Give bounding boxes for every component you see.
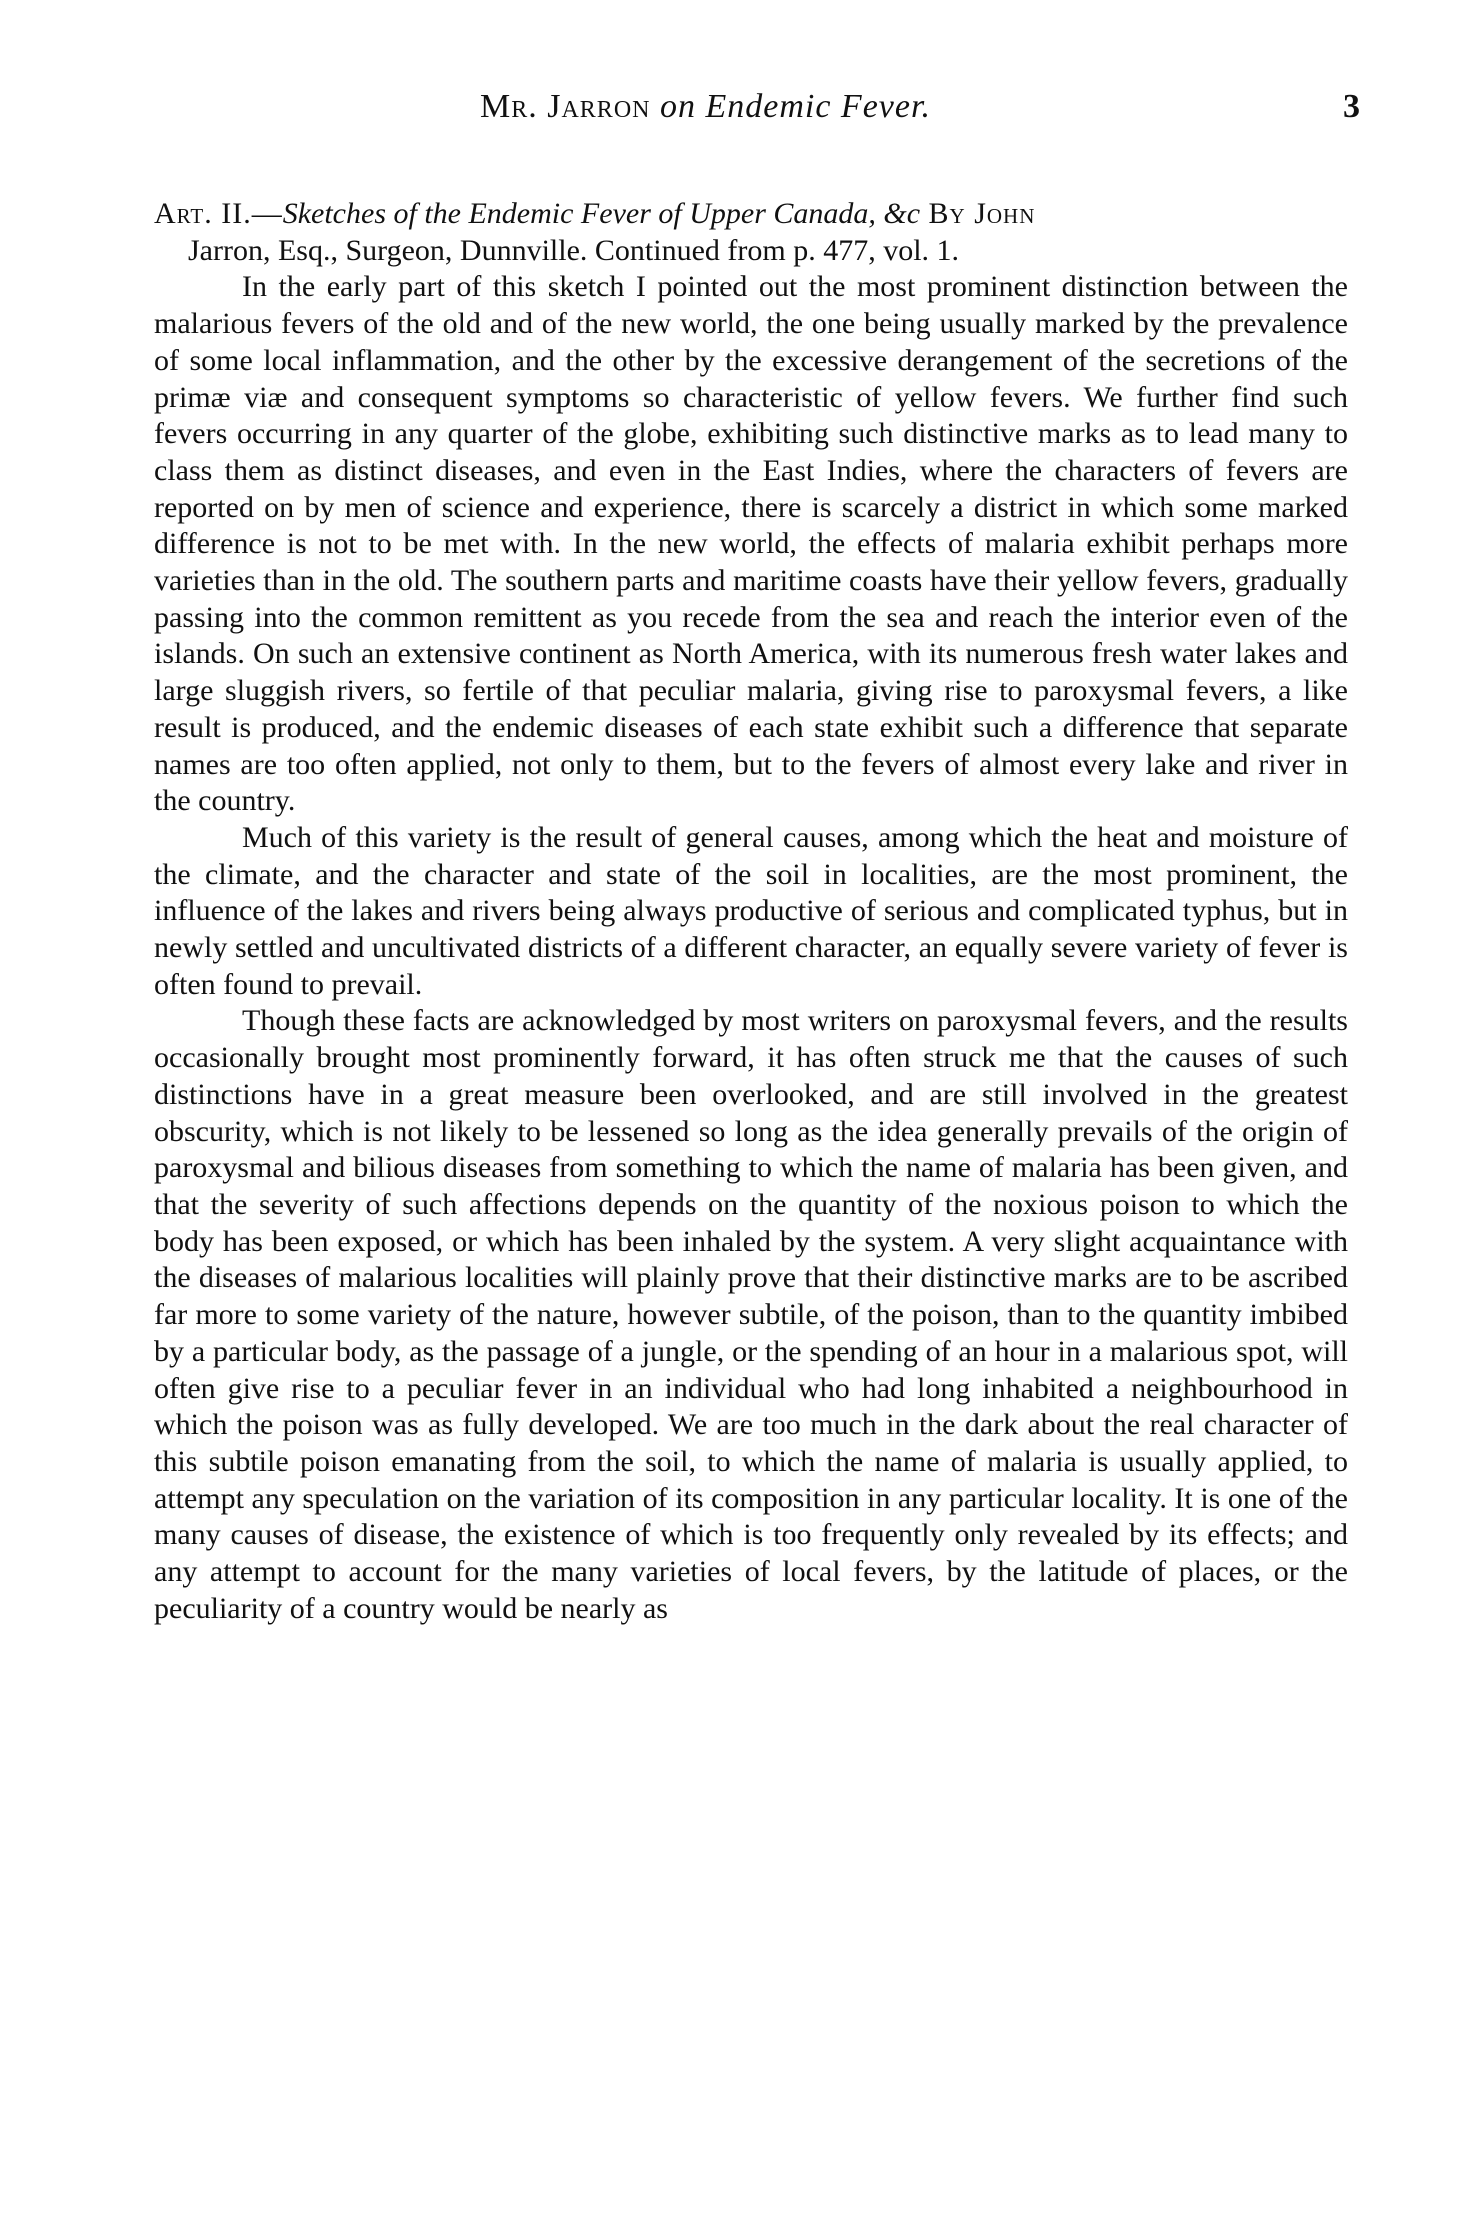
paragraph: Though these facts are acknowledged by most writers on paroxysmal fevers, and the results occasionally brought most prominently forward, it has often struck me that the causes of such distinctions have in a great measure been overlooked, and are still involved in the greatest obscurity, which is not likely to be lessened so long as the idea generally prevails of the origin of paroxysmal and bilious diseases from something to which the name of malaria has been given, and that the severity of such affections depends on the quantity of the noxious poison to which the body has been exposed, or which has been inhaled by the system. A very slight acquaintance with the diseases of malarious localities will plainly prove that their distinctive marks are to be ascribed far more to some variety of the nature, however subtile, of the poison, than to the quantity imbibed by a particular body, as the passage of a jungle, or the spending of an hour in a malarious spot, will often give rise to a peculiar fever in an individual who had long inhabited a neighbourhood in which the poison was as fully developed. We are too much in the dark about the real character of this subtile poison emanating from the soil, to which the name of malaria is usually applied, to attempt any speculation on the variation of its composition in any particular locality. It is one of the many causes of disease, the existence of which is too frequently only revealed by its effects; and any attempt to account for the many varieties of local fevers, by the latitude of places, or the peculiarity of a country would be nearly as bbox=[154, 1004, 1348, 1625]
running-title-subject: on Endemic Fever. bbox=[659, 88, 931, 125]
page-number: 3 bbox=[1343, 88, 1360, 125]
article-byline: Jarron, Esq., Surgeon, Dunnville. Continued from p. 477, vol. 1. bbox=[188, 233, 960, 267]
paragraph: In the early part of this sketch I pointed out the most prominent distinction between the malarious fevers of the old and of the new world, the one being usually marked by the prevalence of some local inflammation, and the other by the excessive derangement of the secretions of the primæ viæ and consequent symptoms so characteristic of yellow fevers. We further find such fevers occurring in any quarter of the globe, exhibiting such distinctive marks as to lead many to class them as distinct diseases, and even in the East Indies, where the characters of fevers are reported on by men of science and experience, there is scarcely a district in which some marked difference is not to be met with. In the new world, the effects of malaria exhibit perhaps more varieties than in the old. The southern parts and maritime coasts have their yellow fevers, gradually passing into the common remittent as you recede from the sea and reach the interior even of the islands. On such an extensive continent as North America, with its numerous fresh water lakes and large sluggish rivers, so fertile of that peculiar malaria, giving rise to paroxysmal fevers, a like result is produced, and the endemic diseases of each state exhibit such a difference that separate names are too often applied, not only to them, but to the fevers of almost every lake and river in the country. bbox=[154, 270, 1348, 818]
running-head bbox=[0, 88, 1460, 138]
article-by: By John bbox=[920, 197, 1036, 230]
paragraph: Much of this variety is the result of general causes, among which the heat and moisture of the climate, and the character and state of the soil in localities, are the most prominent, the influence of the lakes and rivers being always productive of serious and complicated typhus, but in newly settled and uncultivated districts of a different character, an equally severe variety of fever is often found to prevail. bbox=[154, 820, 1348, 1001]
article-title: Sketches of the Endemic Fever of Upper Canada, &c bbox=[282, 197, 921, 230]
article-body bbox=[154, 196, 1348, 1627]
article-label: Art. II.— bbox=[154, 197, 283, 230]
article-heading bbox=[154, 196, 1348, 269]
running-title-author: Mr. Jarron bbox=[480, 88, 660, 125]
running-title bbox=[480, 88, 931, 126]
